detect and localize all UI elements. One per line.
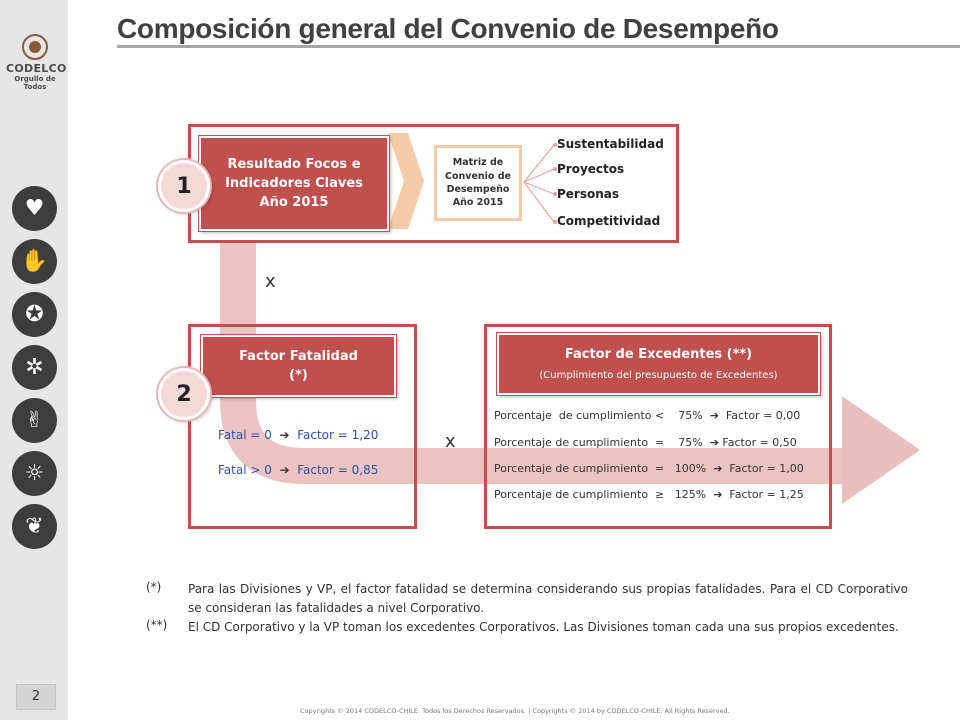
step-2-badge: 2: [158, 368, 210, 420]
excedentes-factor: Factor = 0,00: [725, 409, 801, 422]
excedentes-condition: Porcentaje de cumplimiento < 75%: [494, 409, 703, 422]
leaf-hand-icon: ❦: [12, 504, 57, 549]
section-2-heading-line-2: (*): [289, 368, 308, 383]
excedentes-subtitle: (Cumplimiento del presupuesto de Excedentes): [539, 370, 778, 381]
excedentes-condition: Porcentaje de cumplimiento ≥ 125%: [494, 488, 707, 501]
excedentes-row: [494, 462, 804, 475]
page-title: Composición general del Convenio de Desempeño: [117, 13, 779, 44]
logo-slogan: Orgullo de Todos: [14, 75, 56, 91]
matriz-line-4: Año 2015: [452, 197, 504, 209]
excedentes-factor: Factor = 1,25: [729, 488, 804, 501]
award-ribbon-icon: ✪: [12, 292, 57, 337]
title-underline: [117, 45, 960, 48]
matriz-line-3: Desempeño: [446, 184, 510, 195]
fatal-condition: Fatal > 0: [218, 463, 272, 477]
fatal-line-1: [218, 428, 378, 442]
excedentes-row: [494, 409, 800, 422]
section-2-heading-line-1: Factor Fatalidad: [239, 349, 358, 364]
section-1-heading: [199, 136, 389, 231]
arrow-right-icon: ➔: [702, 436, 723, 449]
arrow-right-icon: ➔: [706, 488, 730, 501]
multiply-sign-2: x: [445, 431, 456, 452]
fatal-factor: Factor = 1,20: [297, 428, 379, 442]
footnote-1-text: Para las Divisiones y VP, el factor fatalidad se determina considerando sus propias fatalidades. Para el CD Corporativo se consideran las fatalidades a nivel Corporativo.: [188, 582, 908, 615]
arrow-right-icon: ➔: [702, 409, 726, 422]
multiply-sign-1: x: [265, 271, 276, 292]
sidebar: [0, 0, 68, 720]
fatal-factor: Factor = 0,85: [297, 463, 379, 477]
codelco-logo: [6, 34, 67, 91]
step-1-badge: 1: [158, 160, 210, 212]
list-item: Personas: [557, 187, 620, 201]
codelco-emblem-icon: [22, 34, 48, 60]
footnote-2-text: El CD Corporativo y la VP toman los excedentes Corporativos. Las Divisiones toman cada una sus propios excedentes.: [188, 620, 899, 634]
excedentes-condition: Porcentaje de cumplimiento = 100%: [494, 462, 707, 475]
excedentes-row: [494, 436, 797, 449]
footnote-2-mark: (**): [146, 618, 168, 632]
excedentes-title: Factor de Excedentes (**): [564, 347, 753, 362]
hands-gathering-icon: ✲: [12, 345, 57, 390]
footnote-1-mark: (*): [146, 580, 162, 594]
heart-hand-icon: ♥: [12, 186, 57, 231]
section-2-heading: [201, 335, 396, 397]
section-1-heading-line-1: Resultado Focos e: [227, 157, 361, 172]
list-item: Competitividad: [557, 214, 661, 228]
matrix-connectors: [522, 134, 562, 234]
matriz-line-1: Matriz de: [452, 157, 504, 169]
excedentes-row: [494, 488, 804, 501]
matriz-box: [434, 145, 522, 221]
arrow-right-icon: ➔: [275, 463, 294, 477]
excedentes-factor: Factor = 0,50: [722, 436, 797, 449]
fatal-condition: Fatal = 0: [218, 428, 272, 442]
page-number: 2: [16, 684, 56, 710]
section-3-heading: [497, 333, 820, 395]
chevron-arrow: [388, 133, 428, 229]
arrow-right-icon: ➔: [706, 462, 730, 475]
ok-hand-icon: ✌: [12, 398, 57, 443]
lightbulb-hand-icon: ☼: [12, 451, 57, 496]
arrow-right-icon: ➔: [275, 428, 294, 442]
matriz-line-2: Convenio de: [445, 170, 511, 182]
list-item: Proyectos: [557, 162, 625, 176]
section-1-heading-line-3: Año 2015: [259, 195, 329, 210]
excedentes-factor: Factor = 1,00: [729, 462, 804, 475]
handshake-icon: ✋: [12, 239, 57, 284]
fatal-line-2: [218, 463, 378, 477]
list-item: Sustentabilidad: [557, 137, 664, 151]
section-1-heading-line-2: Indicadores Claves: [225, 176, 363, 191]
excedentes-condition: Porcentaje de cumplimiento = 75%: [494, 436, 703, 449]
logo-name: CODELCO: [6, 62, 67, 75]
copyright-notice: Copyrights © 2014 CODELCO-CHILE. Todos los Derechos Reservados. | Copyrights © 2014 by CODELCO-CHILE. All Rights Reserved.: [300, 707, 730, 715]
